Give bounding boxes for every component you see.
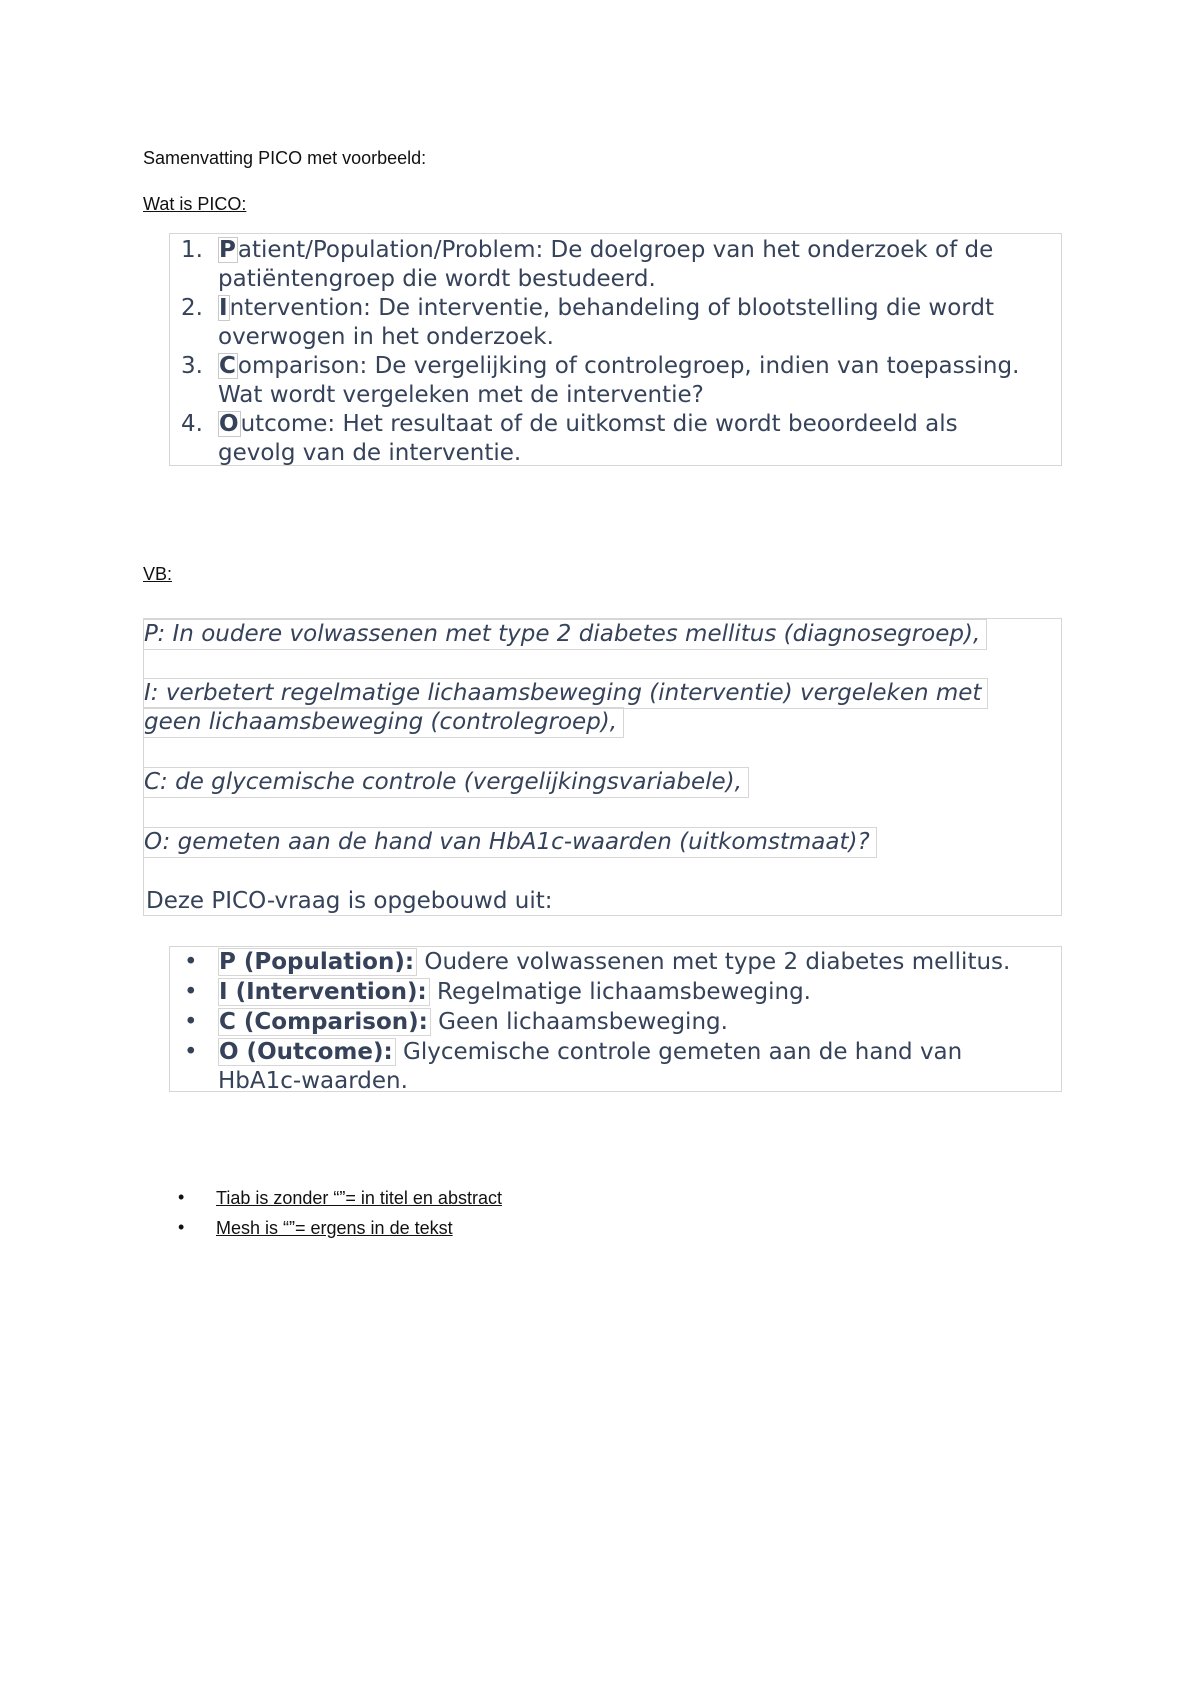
item-text-line2: patiëntengroep die wordt bestudeerd. bbox=[218, 266, 656, 292]
example-text-o: O: gemeten aan de hand van HbA1c-waarden (uitkomstmaat)? bbox=[144, 827, 877, 858]
example-line-i1 bbox=[144, 678, 988, 709]
example-line-p bbox=[144, 619, 987, 650]
bullet-text: Geen lichaamsbeweging. bbox=[430, 1009, 728, 1035]
first-letter: P bbox=[219, 237, 236, 263]
bullet-label: C (Comparison): bbox=[218, 1008, 431, 1036]
bullet-dot: • bbox=[184, 979, 198, 1005]
note-text: Tiab is zonder “”= in titel en abstract bbox=[216, 1188, 502, 1208]
item-text-line1: ntervention: De interventie, behandeling of blootstelling die wordt bbox=[229, 295, 994, 321]
pico-summary-box bbox=[169, 946, 1062, 1092]
example-text-i2: geen lichaamsbeweging (controlegroep), bbox=[144, 707, 624, 738]
bullet-text-line2: HbA1c-waarden. bbox=[218, 1068, 408, 1094]
list-number: 4. bbox=[181, 411, 203, 437]
example-summary: Deze PICO-vraag is opgebouwd uit: bbox=[146, 888, 553, 914]
bullet-dot: • bbox=[184, 949, 198, 975]
document-title: Samenvatting PICO met voorbeeld: bbox=[143, 148, 427, 168]
bullet-label: P (Population): bbox=[218, 948, 417, 976]
first-letter: C bbox=[219, 353, 236, 379]
bullet-label: O (Outcome): bbox=[218, 1038, 396, 1066]
section-heading-vb: VB: bbox=[143, 564, 173, 584]
pico-definition-box bbox=[169, 233, 1062, 466]
first-letter: I bbox=[219, 295, 228, 321]
example-line-i2 bbox=[144, 707, 624, 738]
example-line-o bbox=[144, 827, 877, 858]
list-number: 2. bbox=[181, 295, 203, 321]
section-heading-pico: Wat is PICO: bbox=[143, 194, 247, 214]
item-text-line1: omparison: De vergelijking of controlegroep, indien van toepassing. bbox=[237, 353, 1020, 379]
item-text-line1: utcome: Het resultaat of de uitkomst die wordt beoordeeld als bbox=[240, 411, 958, 437]
first-letter: O bbox=[219, 411, 239, 437]
item-text-line2: gevolg van de interventie. bbox=[218, 440, 522, 466]
example-text-c: C: de glycemische controle (vergelijkingsvariabele), bbox=[144, 767, 749, 798]
list-number: 3. bbox=[181, 353, 203, 379]
note-text: Mesh is “”= ergens in de tekst bbox=[216, 1218, 453, 1238]
bullet-label: I (Intervention): bbox=[218, 978, 430, 1006]
example-text-i1: I: verbetert regelmatige lichaamsbeweging (interventie) vergeleken met bbox=[144, 678, 988, 709]
bullet-text: Glycemische controle gemeten aan de hand van bbox=[395, 1039, 963, 1065]
item-text-line1: atient/Population/Problem: De doelgroep van het onderzoek of de bbox=[237, 237, 994, 263]
item-text-line2: Wat wordt vergeleken met de interventie? bbox=[218, 382, 704, 408]
bullet-dot: • bbox=[184, 1009, 198, 1035]
example-box bbox=[143, 618, 1062, 916]
list-number: 1. bbox=[181, 237, 203, 263]
bullet-text: Regelmatige lichaamsbeweging. bbox=[429, 979, 811, 1005]
example-text-p: P: In oudere volwassenen met type 2 diabetes mellitus (diagnosegroep), bbox=[144, 619, 987, 650]
item-text-line2: overwogen in het onderzoek. bbox=[218, 324, 554, 350]
example-line-c bbox=[144, 767, 749, 798]
bullet-dot: • bbox=[178, 1217, 185, 1237]
bullet-dot: • bbox=[184, 1039, 198, 1065]
bullet-dot: • bbox=[178, 1187, 185, 1207]
bullet-text: Oudere volwassenen met type 2 diabetes mellitus. bbox=[417, 949, 1011, 975]
